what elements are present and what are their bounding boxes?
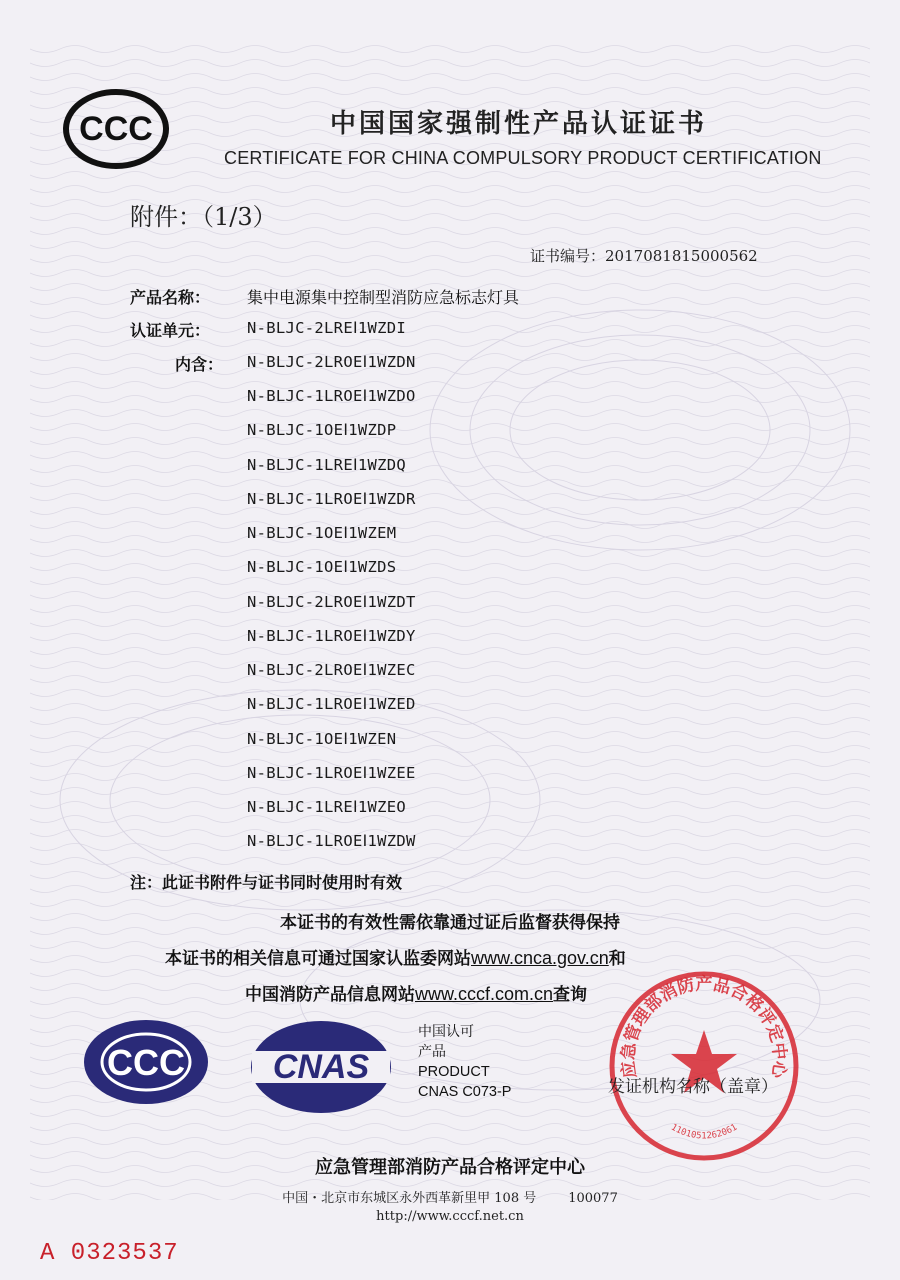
info-line-1 bbox=[165, 944, 626, 969]
model-item: N-BLJC-1LROEⅠ1WZDY bbox=[247, 627, 416, 645]
attachment-note: 注：此证书附件与证书同时使用时有效 bbox=[130, 873, 403, 892]
postal-code: 100077 bbox=[568, 1191, 618, 1206]
cert-unit-label: 认证单元： bbox=[130, 321, 211, 340]
info-line-1-suffix: 和 bbox=[608, 949, 626, 969]
info-line-2 bbox=[245, 980, 587, 1005]
cnas-cn-line-1: 中国认可 bbox=[418, 1024, 474, 1040]
address-line bbox=[0, 1187, 900, 1206]
footer-website[interactable]: http://www.cccf.net.cn bbox=[376, 1209, 524, 1224]
product-name-label: 产品名称： bbox=[130, 288, 211, 307]
model-item: N-BLJC-1LROEⅠ1WZDW bbox=[247, 832, 416, 850]
cnas-cn-line-2: 产品 bbox=[418, 1044, 446, 1060]
model-item: N-BLJC-2LROEⅠ1WZEC bbox=[247, 661, 416, 679]
attachment-label: 附件：（1/3） bbox=[130, 203, 277, 231]
product-name: 集中电源集中控制型消防应急标志灯具 bbox=[247, 288, 520, 307]
model-item: N-BLJC-2LROEⅠ1WZDN bbox=[247, 353, 416, 371]
ccc-logo-icon bbox=[62, 88, 170, 170]
model-item: N-BLJC-1LROEⅠ1WZED bbox=[247, 695, 416, 713]
model-item: N-BLJC-1OEⅠ1WZDP bbox=[247, 421, 397, 439]
cccf-website-link[interactable]: www.cccf.com.cn bbox=[415, 984, 554, 1004]
svg-text:1101051262061 bbox=[669, 1123, 739, 1142]
certificate-number-value: 2017081815000562 bbox=[605, 247, 758, 265]
info-line-1-text: 本证书的相关信息可通过国家认监委网站 bbox=[165, 949, 471, 969]
serial-number: A 0323537 bbox=[40, 1240, 179, 1267]
seal-arc-text: 应急管理部消防产品合格评定中心 bbox=[618, 974, 790, 1080]
info-line-2-text: 中国消防产品信息网站 bbox=[245, 985, 415, 1005]
model-item: N-BLJC-2LROEⅠ1WZDT bbox=[247, 593, 416, 611]
validity-statement: 本证书的有效性需依靠通过证后监督获得保持 bbox=[280, 913, 620, 933]
cnas-logo-icon bbox=[248, 1018, 394, 1116]
certificate-number-label: 证书编号： bbox=[530, 247, 606, 265]
address: 中国・北京市东城区永外西革新里甲 108 号 bbox=[282, 1191, 537, 1206]
cnas-en-line-1: PRODUCT bbox=[418, 1064, 490, 1080]
model-item: N-BLJC-1LREⅠ1WZEO bbox=[247, 798, 406, 816]
cnas-logo-text: CNAS bbox=[272, 1048, 370, 1086]
model-item: N-BLJC-1OEⅠ1WZEN bbox=[247, 730, 397, 748]
official-seal-icon bbox=[606, 968, 802, 1164]
model-item: N-BLJC-2LREⅠ1WZDI bbox=[247, 319, 406, 337]
certificate-number bbox=[530, 245, 758, 266]
info-line-2-suffix: 查询 bbox=[553, 985, 588, 1005]
seal-number-text: 1101051262061 bbox=[668, 1122, 740, 1142]
contains-label: 内含： bbox=[175, 355, 224, 374]
certificate-title-en: CERTIFICATE FOR CHINA COMPULSORY PRODUCT CERTIFICATION bbox=[224, 148, 822, 168]
ccc-mark-text: CCC bbox=[107, 1042, 185, 1083]
cnca-website-link[interactable]: www.cnca.gov.cn bbox=[471, 948, 609, 968]
ccc-mark-icon bbox=[82, 1018, 210, 1106]
cnas-en-line-2: CNAS C073-P bbox=[418, 1084, 512, 1100]
model-item: N-BLJC-1LROEⅠ1WZEE bbox=[247, 764, 416, 782]
issuing-organization: 应急管理部消防产品合格评定中心 bbox=[315, 1157, 585, 1178]
ccc-logo-text: CCC bbox=[79, 110, 153, 148]
model-item: N-BLJC-1OEⅠ1WZDS bbox=[247, 558, 397, 576]
model-item: N-BLJC-1LROEⅠ1WZDR bbox=[247, 490, 416, 508]
model-item: N-BLJC-1OEⅠ1WZEM bbox=[247, 524, 397, 542]
certificate-title-cn: 中国国家强制性产品认证证书 bbox=[330, 109, 708, 139]
issuer-label: 发证机构名称（盖章） bbox=[608, 1077, 778, 1097]
model-item: N-BLJC-1LROEⅠ1WZDO bbox=[247, 387, 416, 405]
cnas-accreditation-text bbox=[418, 1022, 511, 1102]
model-item: N-BLJC-1LREⅠ1WZDQ bbox=[247, 456, 406, 474]
